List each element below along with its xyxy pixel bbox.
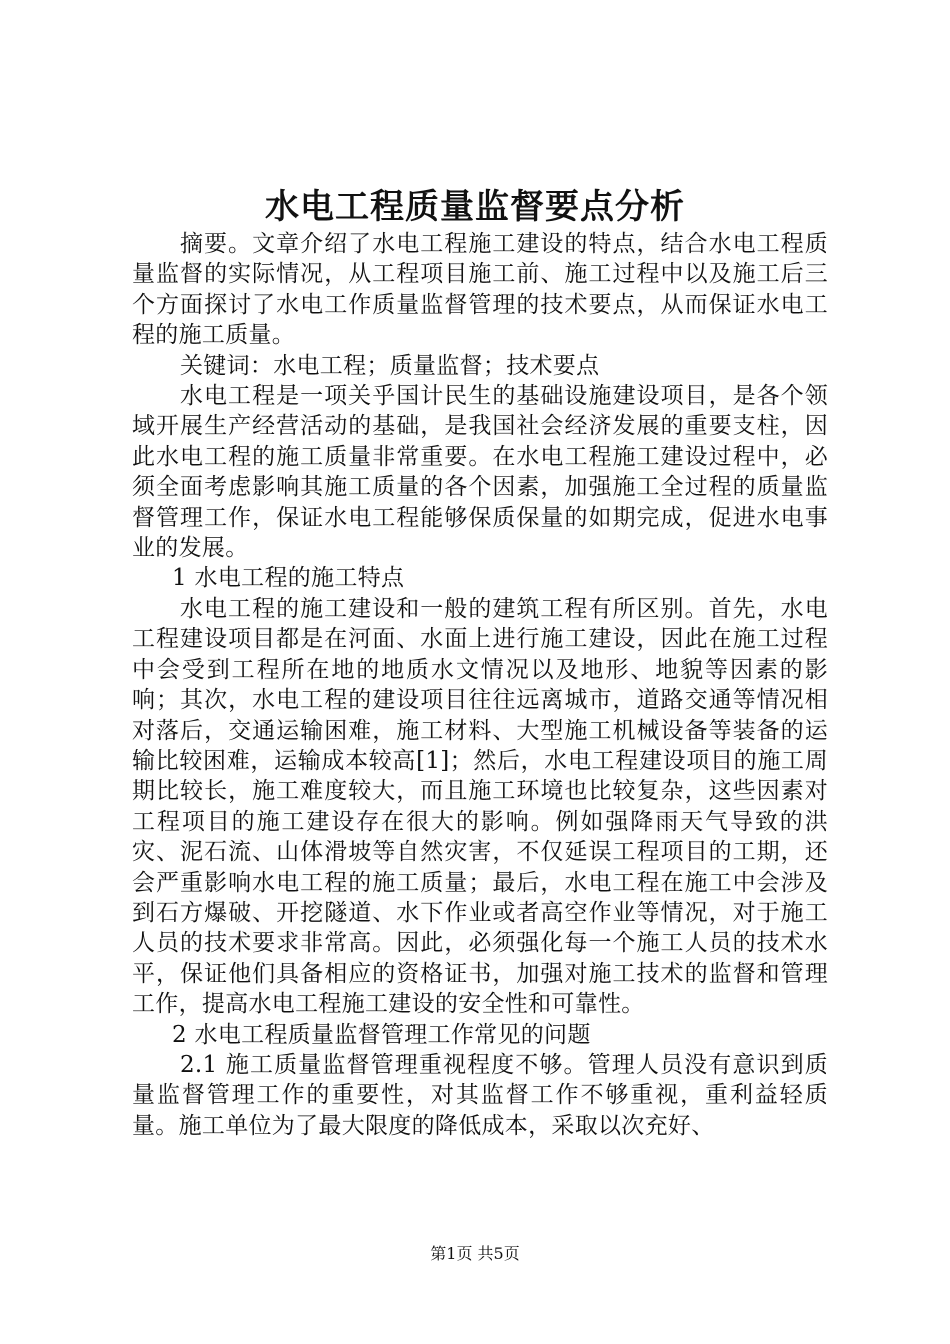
abstract-paragraph: 摘要。文章介绍了水电工程施工建设的特点，结合水电工程质量监督的实际情况，从工程项目施工前、施工过程中以及施工后三个方面探讨了水电工作质量监督管理的技术要点，从而保证水电工程的施工质量。 xyxy=(132,231,828,349)
page-footer: 第1页 共5页 xyxy=(430,1244,520,1263)
keywords-line: 关键词：水电工程；质量监督；技术要点 xyxy=(180,352,600,379)
section-2-heading: 2 水电工程质量监督管理工作常见的问题 xyxy=(172,1021,591,1048)
section-2-1-paragraph: 2.1 施工质量监督管理重视程度不够。管理人员没有意识到质量监督管理工作的重要性，对其监督工作不够重视，重利益轻质量。施工单位为了最大限度的降低成本，采取以次充好、 xyxy=(132,1051,828,1139)
intro-paragraph: 水电工程是一项关乎国计民生的基础设施建设项目，是各个领域开展生产经营活动的基础，是我国社会经济发展的重要支柱，因此水电工程的施工质量非常重要。在水电工程施工建设过程中，必须全面考虑影响其施工质量的各个因素，加强施工全过程的质量监督管理工作，保证水电工程能够保质保量的如期完成，促进水电事业的发展。 xyxy=(132,383,828,562)
section-1-heading: 1 水电工程的施工特点 xyxy=(172,565,405,592)
document-body xyxy=(132,229,828,1141)
document-title: 水电工程质量监督要点分析 xyxy=(265,187,685,227)
section-1-paragraph: 水电工程的施工建设和一般的建筑工程有所区别。首先，水电工程建设项目都是在河面、水面上进行施工建设，因此在施工过程中会受到工程所在地的地质水文情况以及地形、地貌等因素的影响；其次，水电工程的建设项目往往远离城市，道路交通等情况相对落后，交通运输困难，施工材料、大型施工机械设备等装备的运输比较困难，运输成本较高[1]；然后，水电工程建设项目的施工周期比较长，施工难度较大，而且施工环境也比较复杂，这些因素对工程项目的施工建设存在很大的影响。例如强降雨天气导致的洪灾、泥石流、山体滑坡等自然灾害，不仅延误工程项目的工期，还会严重影响水电工程的施工质量；最后，水电工程在施工中会涉及到石方爆破、开挖隧道、水下作业或者高空作业等情况，对于施工人员的技术要求非常高。因此，必须强化每一个施工人员的技术水平，保证他们具备相应的资格证书，加强对施工技术的监督和管理工作，提高水电工程施工建设的安全性和可靠性。 xyxy=(132,595,828,1018)
